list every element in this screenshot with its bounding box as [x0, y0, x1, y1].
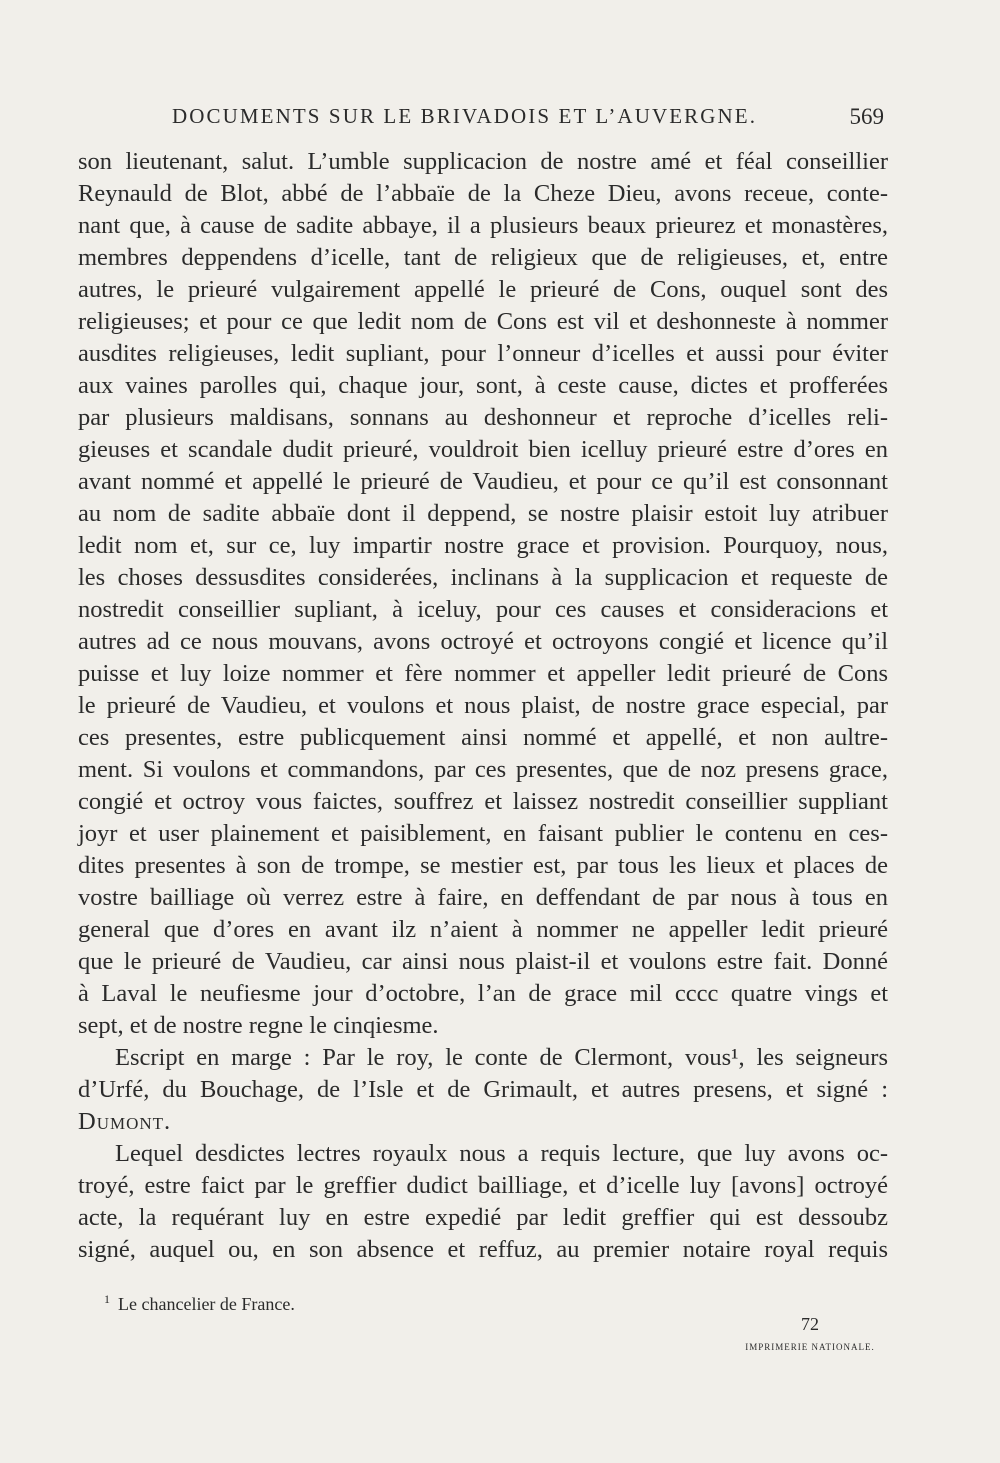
text-line: ledit nom et, sur ce, luy impartir nostre grace et provision. Pourquoy, nous, — [78, 532, 888, 559]
text-line: dites presentes à son de trompe, se mestier est, par tous les lieux et places de — [78, 852, 888, 879]
text-line: le prieuré de Vaudieu, et voulons et nous plaist, de nostre grace especial, par — [78, 692, 888, 719]
signature-mark: 72 — [801, 1314, 819, 1334]
text-line: vostre bailliage où verrez estre à faire, en deffendant de par nous à tous en — [78, 884, 888, 911]
text-line: congié et octroy vous faictes, souffrez et laissez nostredit conseillier suppliant — [78, 788, 888, 815]
text-line: joyr et user plainement et paisiblement, en faisant publier le contenu en ces- — [78, 820, 888, 847]
text-line: nant que, à cause de sadite abbaye, il a plusieurs beaux prieurez et monastères, — [78, 212, 888, 239]
text-line: ces presentes, estre publicquement ainsi nommé et appellé, et non aultre- — [78, 724, 888, 751]
text-line: religieuses; et pour ce que ledit nom de Cons est vil et deshonneste à nommer — [78, 308, 888, 335]
text-line: ausdites religieuses, ledit supliant, pour l’onneur d’icelles et aussi pour éviter — [78, 340, 888, 367]
text-line: que le prieuré de Vaudieu, car ainsi nous plaist-il et voulons estre fait. Donné — [78, 948, 888, 975]
text-line: avant nommé et appellé le prieuré de Vaudieu, et pour ce qu’il est consonnant — [78, 468, 888, 495]
running-head — [0, 104, 1000, 138]
text-line: general que d’ores en avant ilz n’aient à nommer ne appeller ledit prieuré — [78, 916, 888, 943]
text-line: d’Urfé, du Bouchage, de l’Isle et de Grimault, et autres presens, et signé : — [78, 1076, 888, 1103]
text-line: ment. Si voulons et commandons, par ces presentes, que de noz presens grace, — [78, 756, 888, 783]
footnote-text: Le chancelier de France. — [118, 1294, 295, 1314]
text-line: par plusieurs maldisans, sonnans au deshonneur et reproche d’icelles reli- — [78, 404, 888, 431]
signature-name: Dumont. — [78, 1108, 172, 1135]
text-line: nostredit conseillier supliant, à iceluy, pour ces causes et consideracions et — [78, 596, 888, 623]
text-line: autres, le prieuré vulgairement appellé le prieuré de Cons, ouquel sont des — [78, 276, 888, 303]
text-line: gieuses et scandale dudit prieuré, vouldroit bien icelluy prieuré estre d’ores en — [78, 436, 888, 463]
text-line: au nom de sadite abbaïe dont il deppend, se nostre plaisir estoit luy atribuer — [78, 500, 888, 527]
text-line: à Laval le neufiesme jour d’octobre, l’an de grace mil cccc quatre vings et — [78, 980, 888, 1007]
text-line: troyé, estre faict par le greffier dudict bailliage, et d’icelle luy [avons] octroyé — [78, 1172, 888, 1199]
text-line: membres deppendens d’icelle, tant de religieux que de religieuses, et, entre — [78, 244, 888, 271]
text-line: signé, auquel ou, en son absence et reffuz, au premier notaire royal requis — [78, 1236, 888, 1263]
text-line: Escript en marge : Par le roy, le conte de Clermont, vous¹, les seigneurs — [115, 1044, 888, 1071]
footnote — [104, 1292, 295, 1315]
page-number: 569 — [849, 104, 884, 129]
text-line: les choses dessusdites considerées, inclinans à la supplicacion et requeste de — [78, 564, 888, 591]
text-line: acte, la requérant luy en estre expedié par ledit greffier qui est dessoubz — [78, 1204, 888, 1231]
running-head-title: DOCUMENTS SUR LE BRIVADOIS ET L’AUVERGNE. — [172, 104, 758, 128]
text-line: son lieutenant, salut. L’umble supplicacion de nostre amé et féal conseillier — [78, 148, 888, 175]
text-line: puisse et luy loize nommer et fère nommer et appeller ledit prieuré de Cons — [78, 660, 888, 687]
text-line: autres ad ce nous mouvans, avons octroyé et octroyons congié et licence qu’il — [78, 628, 888, 655]
text-line: Reynauld de Blot, abbé de l’abbaïe de la Cheze Dieu, avons receue, conte- — [78, 180, 888, 207]
text-line: sept, et de nostre regne le cinqiesme. — [78, 1012, 439, 1039]
text-line: aux vaines parolles qui, chaque jour, sont, à ceste cause, dictes et profferées — [78, 372, 888, 399]
text-line: Lequel desdictes lectres royaulx nous a requis lecture, que luy avons oc- — [115, 1140, 888, 1167]
printer-imprint: IMPRIMERIE NATIONALE. — [745, 1342, 875, 1352]
footnote-marker: 1 — [104, 1292, 110, 1306]
